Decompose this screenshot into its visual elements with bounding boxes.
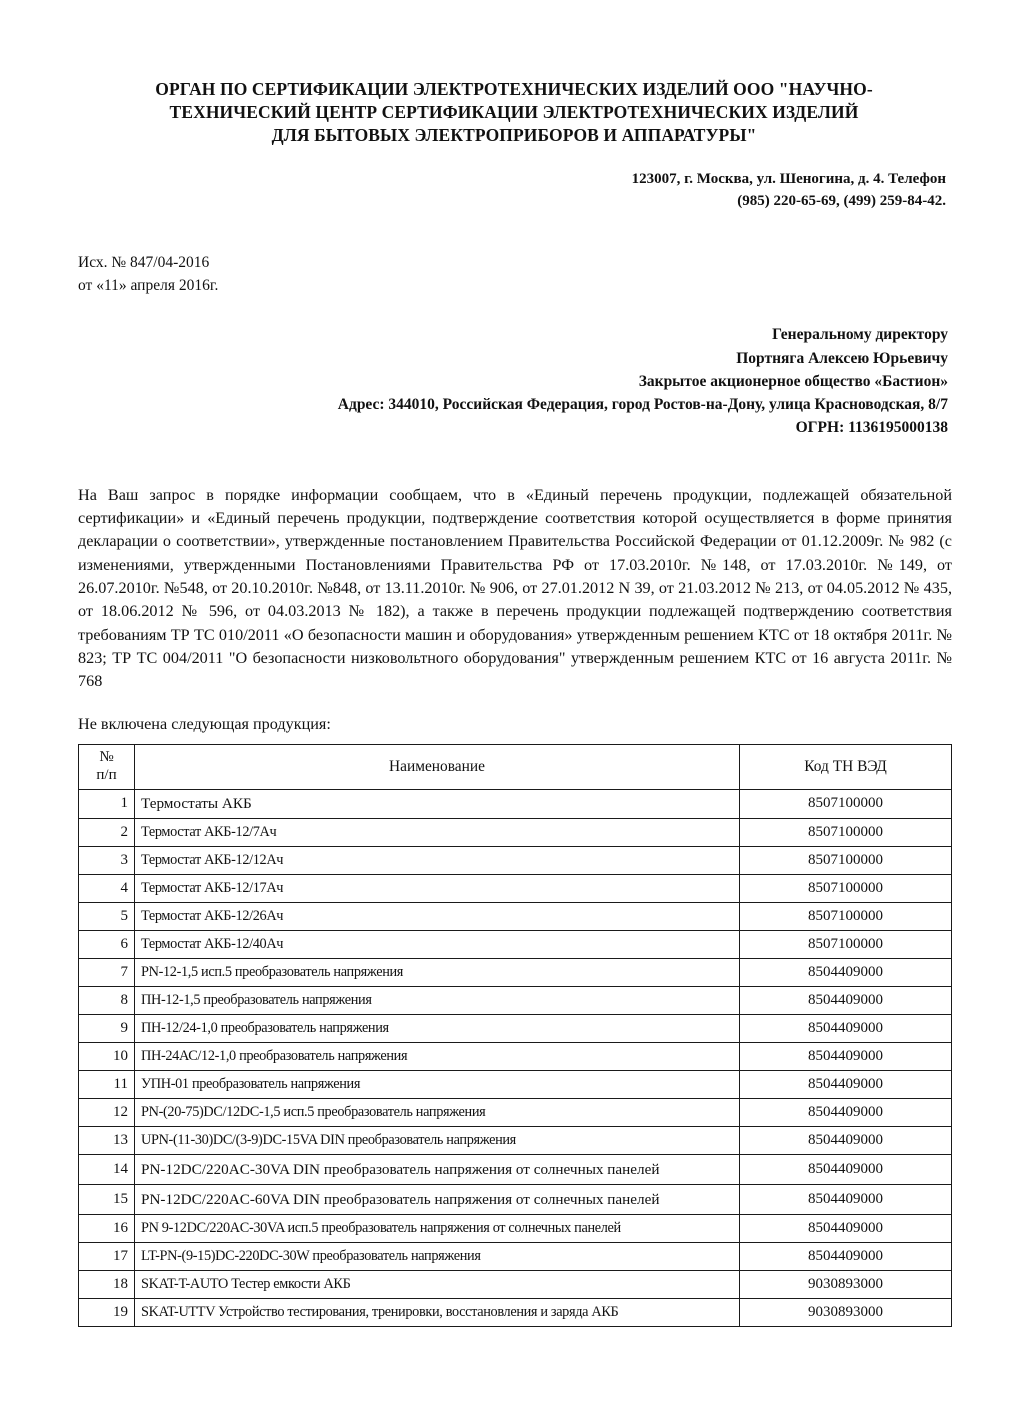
table-row <box>79 818 952 846</box>
row-tnved-code: 8507100000 <box>740 930 952 958</box>
row-number: 14 <box>79 1154 135 1184</box>
row-number: 8 <box>79 986 135 1014</box>
org-header-line-2: ТЕХНИЧЕСКИЙ ЦЕНТР СЕРТИФИКАЦИИ ЭЛЕКТРОТЕХНИЧЕСКИХ ИЗДЕЛИЙ <box>169 102 859 123</box>
row-product-name: Термостат АКБ-12/26Ач <box>135 902 740 930</box>
addressee-address: Адрес: 344010, Российская Федерация, город Ростов-на-Дону, улица Красноводская, 8/7 <box>337 396 948 414</box>
table-header-num <box>79 745 135 789</box>
table-row <box>79 789 952 818</box>
org-header-line-3: ДЛЯ БЫТОВЫХ ЭЛЕКТРОПРИБОРОВ И АППАРАТУРЫ" <box>271 125 757 146</box>
row-product-name: ПН-12/24-1,0 преобразователь напряжения <box>135 1014 740 1042</box>
row-number: 19 <box>79 1299 135 1327</box>
table-row <box>79 846 952 874</box>
row-number: 13 <box>79 1126 135 1154</box>
outgoing-number: Исх. № 847/04-2016 <box>78 253 210 271</box>
addressee-company: Закрытое акционерное общество «Бастион» <box>638 372 948 390</box>
row-number: 1 <box>79 789 135 818</box>
row-number: 7 <box>79 958 135 986</box>
addressee-ogrn: ОГРН: 1136195000138 <box>795 419 948 437</box>
contact-phones: (985) 220-65-69, (499) 259-84-42. <box>737 193 946 210</box>
row-tnved-code: 8504409000 <box>740 1070 952 1098</box>
row-product-name: PN-12DC/220AC-30VA DIN преобразователь напряжения от солнечных панелей <box>135 1154 740 1184</box>
body-paragraph: На Ваш запрос в порядке информации сообщаем, что в «Единый перечень продукции, подлежащей обязательной сертификации» и «Единый перечень продукции, подтверждение соответствия которой осуществляется в форме принятия декларации о соответствии», утвержденные постановлением Правительства Российской Федерации от 01.12.2009г. № 982 (с изменениями, утвержденными Постановлениями Правительства РФ от 17.03.2010г. №148, от 17.03.2010г. №149, от 26.07.2010г. №548, от 20.10.2010г. №848, от 13.11.2010г. № 906, от 27.01.2012 N 39, от 21.03.2012 № 213, от 04.05.2012 № 435, от 18.06.2012 № 596, от 04.03.2013 № 182), а также в перечень продукции подлежащей подтверждению соответствия требованиям ТР ТС 010/2011 «О безопасности машин и оборудования» утвержденным решением КТС от 18 октября 2011г. № 823; ТР ТС 004/2011 "О безопасности низковольтного оборудования" утвержденным решением КТС от 16 августа 2011г. № 768 <box>78 485 952 691</box>
table-header-num-line2: п/п <box>96 767 117 784</box>
row-product-name: Термостат АКБ-12/40Ач <box>135 930 740 958</box>
table-row <box>79 1299 952 1327</box>
table-header-num-line1: № <box>99 749 114 766</box>
row-product-name: PN-12-1,5 исп.5 преобразователь напряжения <box>135 958 740 986</box>
row-product-name: PN-(20-75)DC/12DC-1,5 исп.5 преобразователь напряжения <box>135 1098 740 1126</box>
org-header-line-1: ОРГАН ПО СЕРТИФИКАЦИИ ЭЛЕКТРОТЕХНИЧЕСКИХ ИЗДЕЛИЙ ООО "НАУЧНО- <box>155 79 873 99</box>
row-tnved-code: 9030893000 <box>740 1271 952 1299</box>
row-product-name: PN-12DC/220AC-60VA DIN преобразователь напряжения от солнечных панелей <box>135 1185 740 1215</box>
row-number: 3 <box>79 846 135 874</box>
row-number: 15 <box>79 1185 135 1215</box>
row-tnved-code: 8504409000 <box>740 1185 952 1215</box>
organization-header <box>84 78 944 147</box>
row-tnved-code: 8504409000 <box>740 1243 952 1271</box>
row-number: 9 <box>79 1014 135 1042</box>
products-table-body <box>79 789 952 1326</box>
row-tnved-code: 8507100000 <box>740 818 952 846</box>
row-number: 10 <box>79 1042 135 1070</box>
addressee-block <box>78 323 952 439</box>
table-header-name: Наименование <box>135 745 740 789</box>
table-row <box>79 958 952 986</box>
table-row <box>79 1070 952 1098</box>
row-number: 18 <box>79 1271 135 1299</box>
row-product-name: ПН-12-1,5 преобразователь напряжения <box>135 986 740 1014</box>
table-row <box>79 1271 952 1299</box>
row-number: 11 <box>79 1070 135 1098</box>
table-row <box>79 1215 952 1243</box>
table-row <box>79 1098 952 1126</box>
products-table <box>78 744 952 1327</box>
row-product-name: УПН-01 преобразователь напряжения <box>135 1070 740 1098</box>
row-tnved-code: 8504409000 <box>740 1154 952 1184</box>
not-included-label: Не включена следующая продукция: <box>78 715 331 734</box>
table-row <box>79 874 952 902</box>
row-product-name: SKAT-UTTV Устройство тестирования, тренировки, восстановления и заряда АКБ <box>135 1299 740 1327</box>
row-number: 5 <box>79 902 135 930</box>
row-tnved-code: 8507100000 <box>740 902 952 930</box>
row-product-name: PN 9-12DC/220AC-30VA исп.5 преобразователь напряжения от солнечных панелей <box>135 1215 740 1243</box>
row-product-name: Термостат АКБ-12/7Ач <box>135 818 740 846</box>
row-tnved-code: 8504409000 <box>740 1215 952 1243</box>
body-paragraph-container <box>78 484 952 694</box>
outgoing-date: от «11» апреля 2016г. <box>78 277 219 295</box>
row-number: 6 <box>79 930 135 958</box>
row-tnved-code: 9030893000 <box>740 1299 952 1327</box>
table-row <box>79 930 952 958</box>
row-product-name: Термостат АКБ-12/17Ач <box>135 874 740 902</box>
row-tnved-code: 8504409000 <box>740 986 952 1014</box>
table-header-code: Код ТН ВЭД <box>740 745 952 789</box>
row-number: 12 <box>79 1098 135 1126</box>
table-row <box>79 986 952 1014</box>
table-row <box>79 1042 952 1070</box>
row-number: 17 <box>79 1243 135 1271</box>
row-product-name: ПН-24АС/12-1,0 преобразователь напряжения <box>135 1042 740 1070</box>
row-tnved-code: 8507100000 <box>740 874 952 902</box>
row-tnved-code: 8504409000 <box>740 958 952 986</box>
table-row <box>79 1014 952 1042</box>
table-row <box>79 1185 952 1215</box>
row-number: 2 <box>79 818 135 846</box>
row-tnved-code: 8507100000 <box>740 846 952 874</box>
reference-block <box>78 251 952 298</box>
row-tnved-code: 8504409000 <box>740 1014 952 1042</box>
row-tnved-code: 8507100000 <box>740 789 952 818</box>
row-product-name: Термостат АКБ-12/12Ач <box>135 846 740 874</box>
contact-address: 123007, г. Москва, ул. Шеногина, д. 4. Телефон <box>631 171 946 188</box>
table-row <box>79 1126 952 1154</box>
row-number: 4 <box>79 874 135 902</box>
row-product-name: LT-PN-(9-15)DC-220DC-30W преобразователь напряжения <box>135 1243 740 1271</box>
row-tnved-code: 8504409000 <box>740 1042 952 1070</box>
table-header-row <box>79 745 952 789</box>
table-row <box>79 1243 952 1271</box>
row-tnved-code: 8504409000 <box>740 1126 952 1154</box>
row-product-name: UPN-(11-30)DC/(3-9)DC-15VA DIN преобразователь напряжения <box>135 1126 740 1154</box>
addressee-name: Портняга Алексею Юрьевичу <box>736 349 948 367</box>
row-product-name: Термостаты АКБ <box>135 789 740 818</box>
row-tnved-code: 8504409000 <box>740 1098 952 1126</box>
table-row <box>79 1154 952 1184</box>
addressee-position: Генеральному директору <box>772 326 948 344</box>
table-row <box>79 902 952 930</box>
contact-block <box>78 169 952 213</box>
row-product-name: SKAT-T-AUTO Тестер емкости АКБ <box>135 1271 740 1299</box>
row-number: 16 <box>79 1215 135 1243</box>
